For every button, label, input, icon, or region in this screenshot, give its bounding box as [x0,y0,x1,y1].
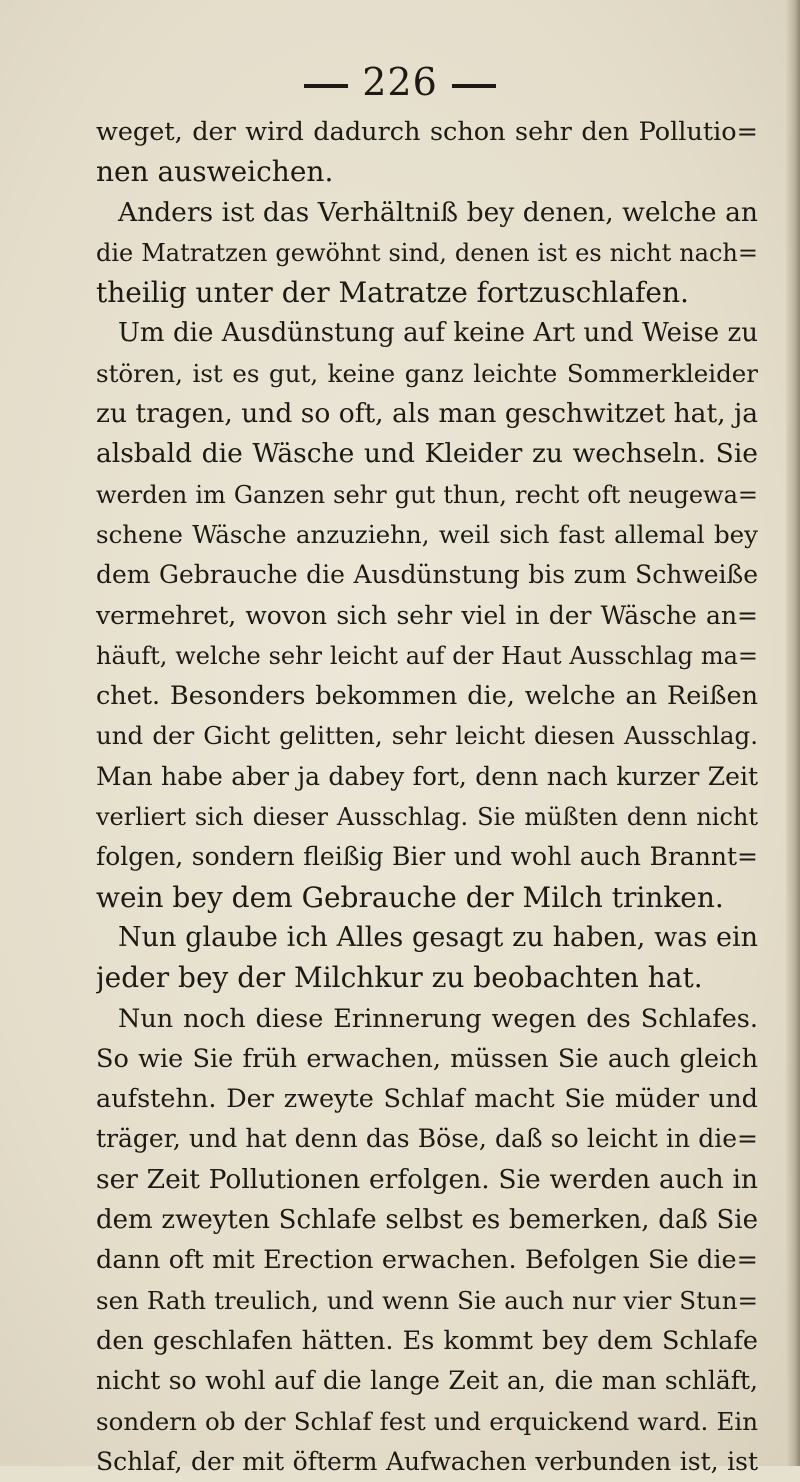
text-line: Anders ist das Verhältniß bey denen, welche an [118,196,758,228]
text-line: sen Rath treulich, und wenn Sie auch nur vier Stun= [96,1285,758,1315]
text-line: Man habe aber ja dabey fort, denn nach kurzer Zeit [96,761,758,791]
text-line: den geschlafen hätten. Es kommt bey dem Schlafe [96,1325,758,1356]
text-line: nicht so wohl auf die lange Zeit an, die man schläft, [96,1366,758,1396]
text-line: vermehret, wovon sich sehr viel in der Wäsche an= [96,600,758,630]
text-line: dem zweyten Schlafe selbst es bemerken, daß Sie [96,1205,758,1236]
text-line: stören, ist es gut, keine ganz leichte Sommerkleider [96,358,758,388]
text-line: Schlaf, der mit öfterm Aufwachen verbunden ist, ist [96,1446,758,1476]
header-dash-left [304,84,348,88]
text-line: und der Gicht gelitten, sehr leicht diesen Ausschlag. [96,721,758,751]
page-number: 226 [362,60,438,104]
header-dash-right [452,84,496,88]
text-line: folgen, sondern fleißig Bier und wohl auch Brannt= [96,842,758,872]
text-line: Nun glaube ich Alles gesagt zu haben, was ein [118,921,758,953]
text-line: häuft, welche sehr leicht auf der Haut Ausschlag ma= [96,641,758,670]
text-line: dem Gebrauche die Ausdünstung bis zum Schweiße [96,560,758,590]
text-line: chet. Besonders bekommen die, welche an Reißen [96,681,758,712]
text-line: die Matratzen gewöhnt sind, denen ist es nicht nach= [96,238,758,267]
body-text [96,112,758,1482]
text-line: werden im Ganzen sehr gut thun, recht oft neugewa= [96,480,758,509]
text-line: dann oft mit Erection erwachen. Befolgen Sie die= [96,1245,758,1276]
text-line: jeder bey der Milchkur zu beobachten hat. [96,961,703,995]
text-line: Um die Ausdünstung auf keine Art und Weise zu [118,318,758,349]
text-line: verliert sich dieser Ausschlag. Sie müßten denn nicht [96,803,758,832]
text-line: alsbald die Wäsche und Kleider zu wechseln. Sie [96,438,758,470]
text-line: So wie Sie früh erwachen, müssen Sie auch gleich [96,1043,758,1074]
text-line: ser Zeit Pollutionen erfolgen. Sie werden auch in [96,1163,758,1195]
text-line: Nun noch diese Erinnerung wegen des Schlafes. [118,1003,758,1034]
text-line: aufstehn. Der zweyte Schlaf macht Sie müder und [96,1084,758,1115]
text-line: zu tragen, und so oft, als man geschwitzet hat, ja [96,398,758,430]
text-line: nen ausweichen. [96,155,334,189]
text-line: sondern ob der Schlaf fest und erquickend ward. Ein [96,1406,758,1436]
page-edge [786,0,800,1466]
text-line: träger, und hat denn das Böse, daß so leicht in die= [96,1124,758,1154]
text-line: wein bey dem Gebrauche der Milch trinken. [96,880,724,914]
page-header [0,60,800,104]
text-line: weget, der wird dadurch schon sehr den Pollutio= [96,117,758,147]
text-line: schene Wäsche anzuziehn, weil sich fast allemal bey [96,519,758,549]
text-line: theilig unter der Matratze fortzuschlafen. [96,276,689,310]
